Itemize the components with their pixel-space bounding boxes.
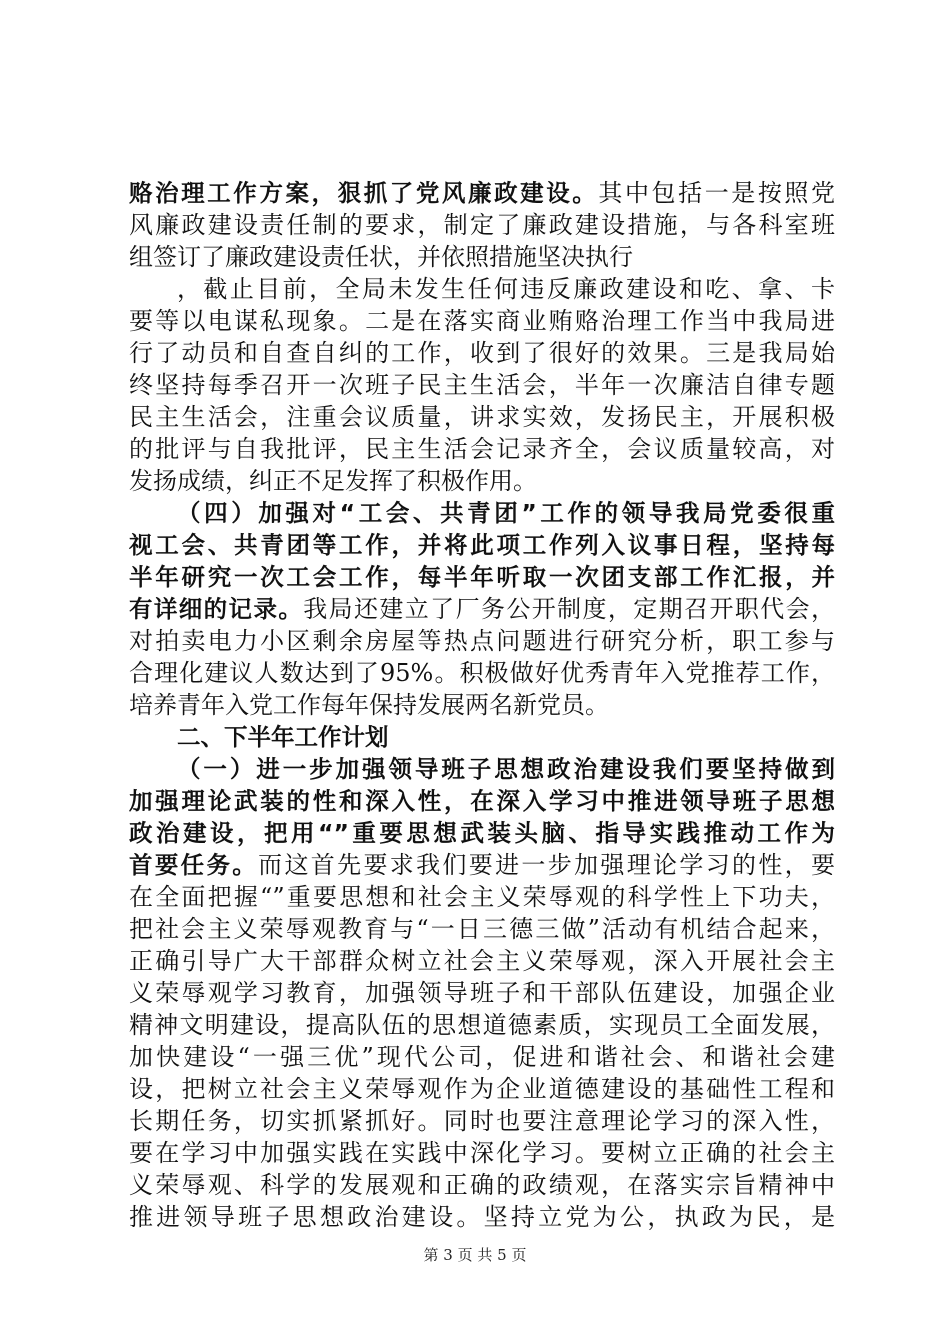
text-line	[129, 497, 835, 529]
text-segment: 义荣辱观学习教育，加强领导班子和干部队伍建设，加强企业	[129, 979, 835, 1007]
text-segment: 民主生活会，注重会议质量，讲求实效，发扬民主，开展积极	[129, 403, 835, 431]
text-line	[129, 721, 835, 753]
text-segment: 行了动员和自查自纠的工作，收到了很好的效果。三是我局始	[129, 339, 835, 367]
text-line	[129, 529, 835, 561]
text-segment: 培养青年入党工作每年保持发展两名新党员。	[129, 691, 609, 719]
bold-text-segment: 二、下半年工作计划	[177, 723, 389, 751]
text-line	[129, 1041, 835, 1073]
text-segment: 其中包括一是按照党	[598, 179, 836, 207]
text-line	[129, 593, 835, 625]
text-segment: 加快建设“一强三优”现代公司，促进和谐社会、和谐社会建	[129, 1043, 835, 1071]
text-segment: 要等以电谋私现象。二是在落实商业贿赂治理工作当中我局进	[129, 307, 835, 335]
text-line	[129, 401, 835, 433]
bold-text-segment: （一）进一步加强领导班子思想政治建设我们要坚持做到	[177, 755, 835, 783]
text-segment: 推进领导班子思想政治建设。坚持立党为公，执政为民，是	[129, 1203, 835, 1231]
bold-text-segment: 政治建设，把用“”重要思想武装头脑、指导实践推动工作为	[129, 819, 835, 847]
text-segment: 精神文明建设，提高队伍的思想道德素质，实现员工全面发展，	[129, 1011, 835, 1039]
text-segment: 终坚持每季召开一次班子民主生活会，半年一次廉洁自律专题	[129, 371, 835, 399]
text-segment: 合理化建议人数达到了95%。积极做好优秀青年入党推荐工作，	[129, 659, 835, 687]
text-line	[129, 1137, 835, 1169]
text-segment: 长期任务，切实抓紧抓好。同时也要注意理论学习的深入性，	[129, 1107, 835, 1135]
text-segment: 对拍卖电力小区剩余房屋等热点问题进行研究分析，职工参与	[129, 627, 835, 655]
text-segment: 风廉政建设责任制的要求，制定了廉政建设措施，与各科室班	[129, 211, 835, 239]
text-line	[129, 337, 835, 369]
text-segment: 义荣辱观、科学的发展观和正确的政绩观，在落实宗旨精神中	[129, 1171, 835, 1199]
text-line	[129, 625, 835, 657]
text-line	[129, 1169, 835, 1201]
text-line	[129, 849, 835, 881]
text-segment: 设，把树立社会主义荣辱观作为企业道德建设的基础性工程和	[129, 1075, 835, 1103]
text-line	[129, 913, 835, 945]
text-line	[129, 369, 835, 401]
text-line	[129, 1201, 835, 1233]
text-line	[129, 1105, 835, 1137]
text-line	[129, 177, 835, 209]
text-line	[129, 561, 835, 593]
text-segment: ，截止目前，全局未发生任何违反廉政建设和吃、拿、卡	[177, 275, 835, 303]
bold-text-segment: 首要任务。	[129, 851, 259, 879]
text-line	[129, 945, 835, 977]
text-line	[129, 817, 835, 849]
text-line	[129, 209, 835, 241]
bold-text-segment: （四）加强对“工会、共青团”工作的领导我局党委很重	[177, 499, 835, 527]
text-line	[129, 1073, 835, 1105]
text-line	[129, 305, 835, 337]
bold-text-segment: 视工会、共青团等工作，并将此项工作列入议事日程，坚持每	[129, 531, 835, 559]
text-line	[129, 977, 835, 1009]
text-segment: 把社会主义荣辱观教育与“一日三德三做”活动有机结合起来，	[129, 915, 835, 943]
bold-text-segment: 赂治理工作方案，狠抓了党风廉政建设。	[129, 179, 599, 207]
bold-text-segment: 半年研究一次工会工作，每半年听取一次团支部工作汇报，并	[129, 563, 835, 591]
text-segment: 组签订了廉政建设责任状，并依照措施坚决执行	[129, 243, 633, 271]
bold-text-segment: 有详细的记录。	[129, 595, 304, 623]
text-segment: 我局还建立了厂务公开制度，定期召开职代会，	[303, 595, 836, 623]
bold-text-segment: 加强理论武装的性和深入性，在深入学习中推进领导班子思想	[129, 787, 835, 815]
text-segment: 在全面把握“”重要思想和社会主义荣辱观的科学性上下功夫，	[129, 883, 835, 911]
text-segment: 而这首先要求我们要进一步加强理论学习的性，要	[258, 851, 836, 879]
text-line	[129, 1009, 835, 1041]
text-segment: 要在学习中加强实践在实践中深化学习。要树立正确的社会主	[129, 1139, 835, 1167]
text-line	[129, 273, 835, 305]
text-line	[129, 657, 835, 689]
text-segment: 正确引导广大干部群众树立社会主义荣辱观，深入开展社会主	[129, 947, 835, 975]
page-footer: 第 3 页 共 5 页	[423, 1246, 527, 1264]
text-line	[129, 785, 835, 817]
text-line	[129, 753, 835, 785]
text-segment: 发扬成绩，纠正不足发挥了积极作用。	[129, 467, 537, 495]
text-line	[129, 433, 835, 465]
text-line	[129, 689, 835, 721]
text-line	[129, 241, 835, 273]
text-line	[129, 881, 835, 913]
text-segment: 的批评与自我批评，民主生活会记录齐全，会议质量较高，对	[129, 435, 835, 463]
text-line	[129, 465, 835, 497]
document-body	[129, 177, 835, 1233]
